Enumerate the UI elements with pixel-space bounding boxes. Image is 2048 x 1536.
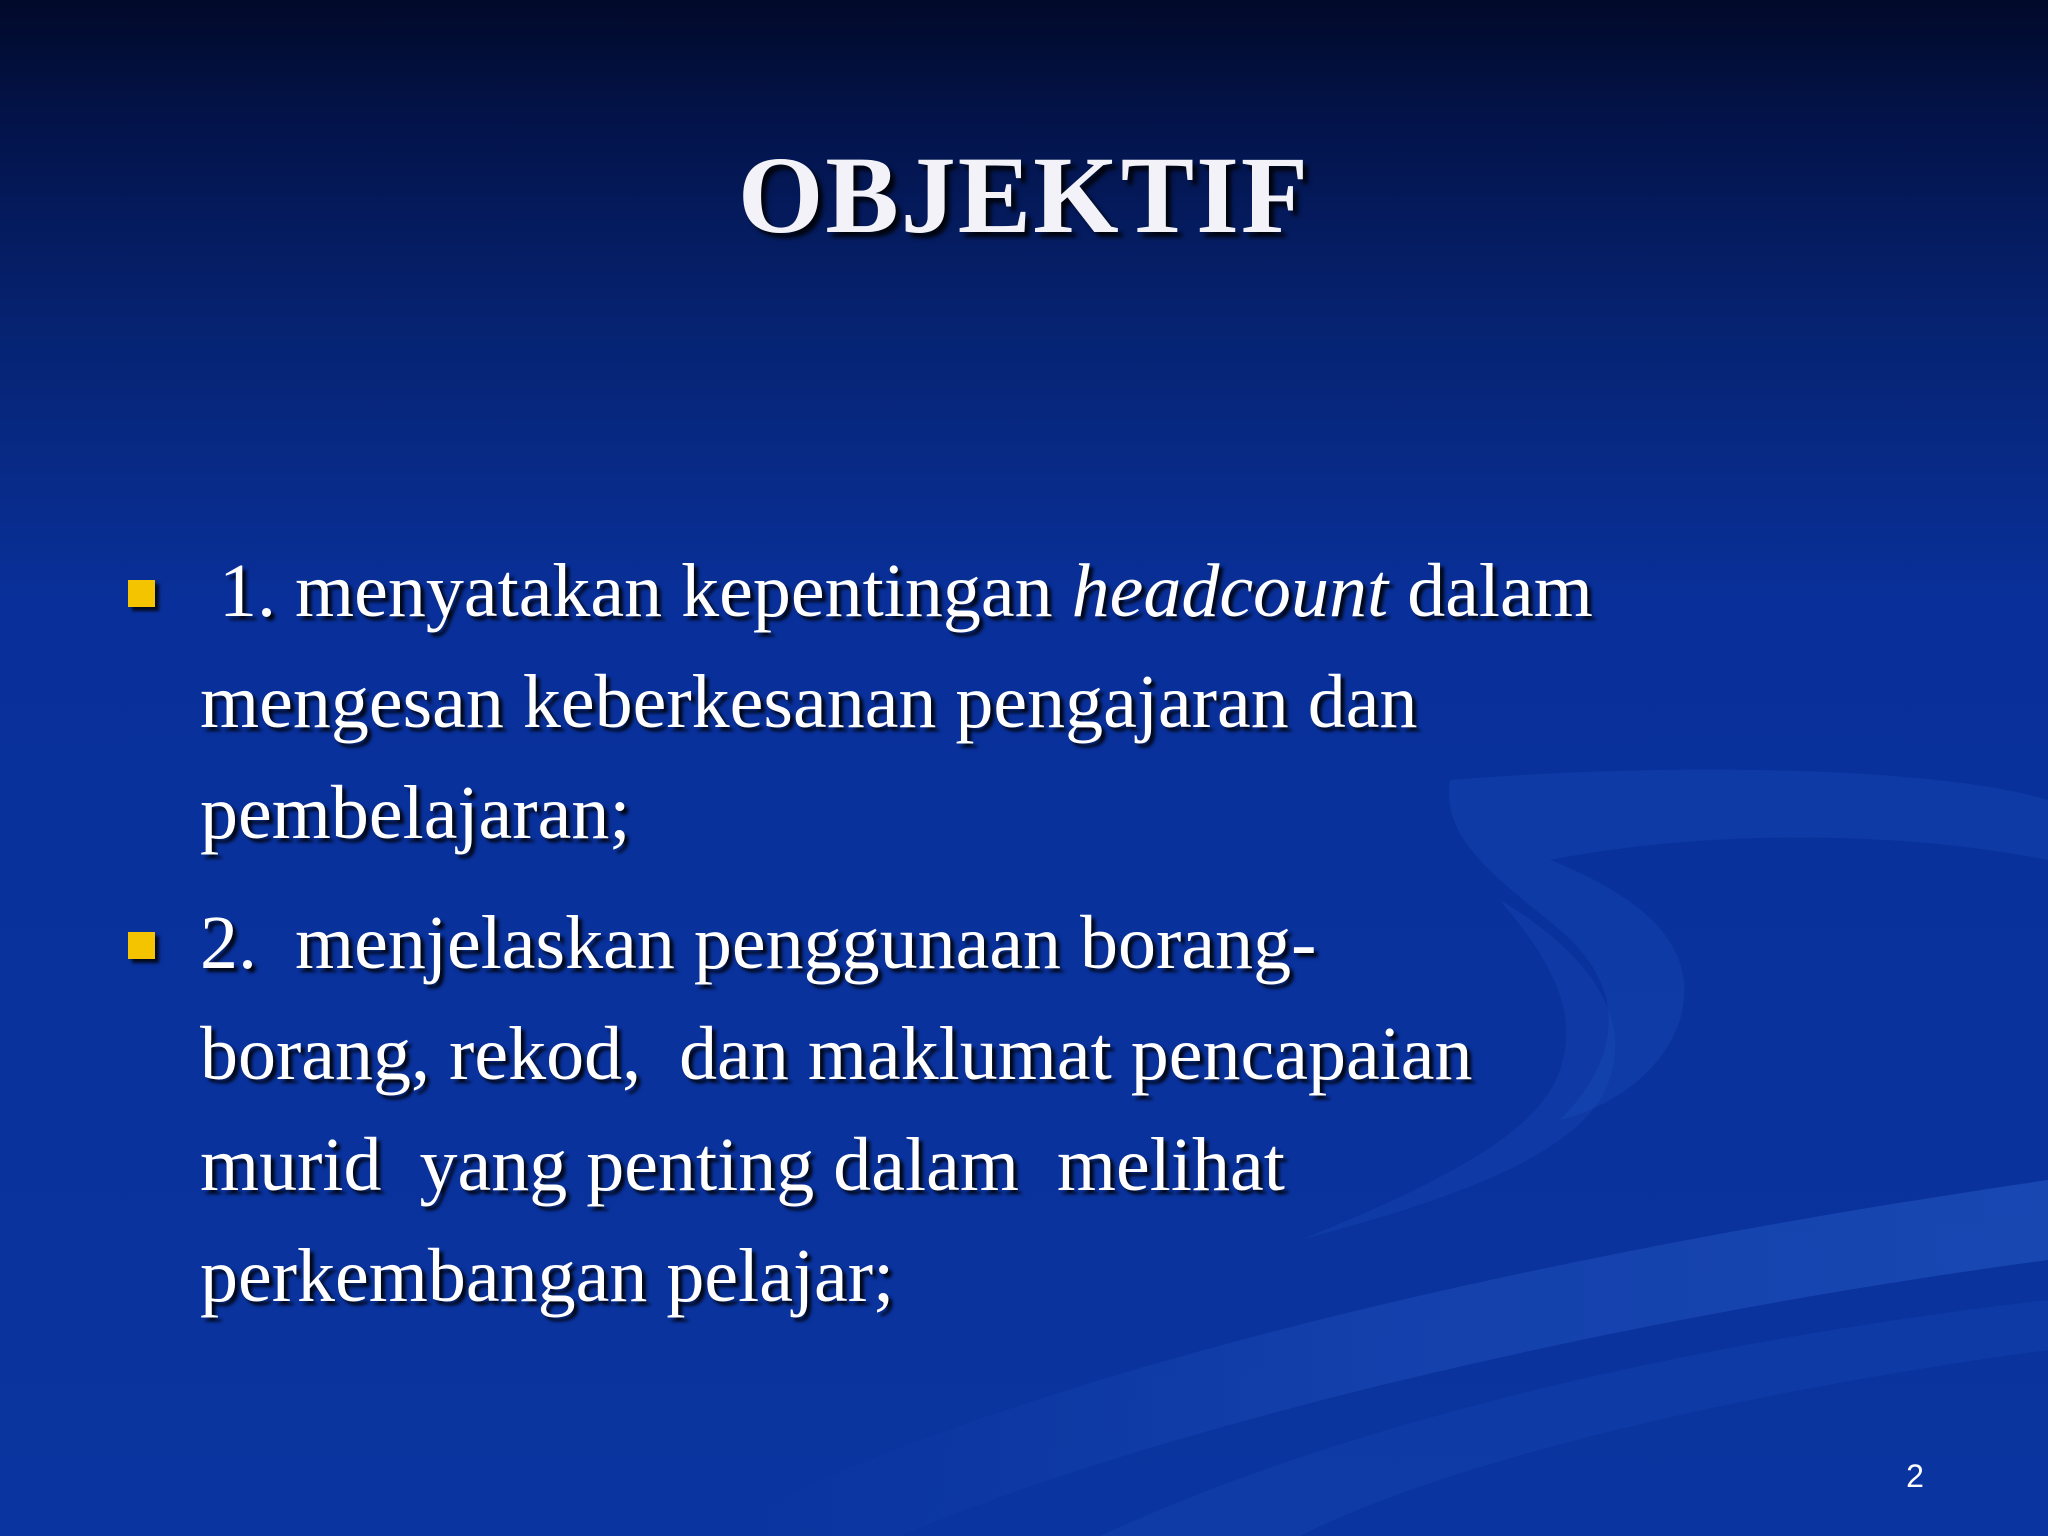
slide-number: 2 — [1906, 1458, 1924, 1494]
square-bullet-icon — [128, 580, 155, 607]
slide-title: OBJEKTIF — [737, 134, 1311, 256]
bullet-2-line-2: borang, rekod, dan maklumat pencapaian — [200, 1012, 1473, 1096]
bullet-2-line-4: perkembangan pelajar; — [200, 1234, 895, 1318]
bullet-1-line-1-after: dalam — [1388, 549, 1593, 633]
bullet-1-line-1-before: 1. menyatakan kepentingan — [200, 549, 1072, 633]
bullet-2-line-1: 2. menjelaskan penggunaan borang- — [200, 901, 1317, 985]
bullet-item-1 — [200, 536, 1780, 869]
square-bullet-icon — [128, 932, 155, 959]
bullet-1-line-1 — [200, 536, 1780, 647]
bullet-1-emphasis-headcount: headcount — [1071, 549, 1389, 633]
bullet-item-2 — [200, 888, 1780, 1332]
bullet-1-line-3: pembelajaran; — [200, 771, 631, 855]
bullet-2-line-3: murid yang penting dalam melihat — [200, 1123, 1285, 1207]
bullet-1-line-2: mengesan keberkesanan pengajaran dan — [200, 660, 1418, 744]
